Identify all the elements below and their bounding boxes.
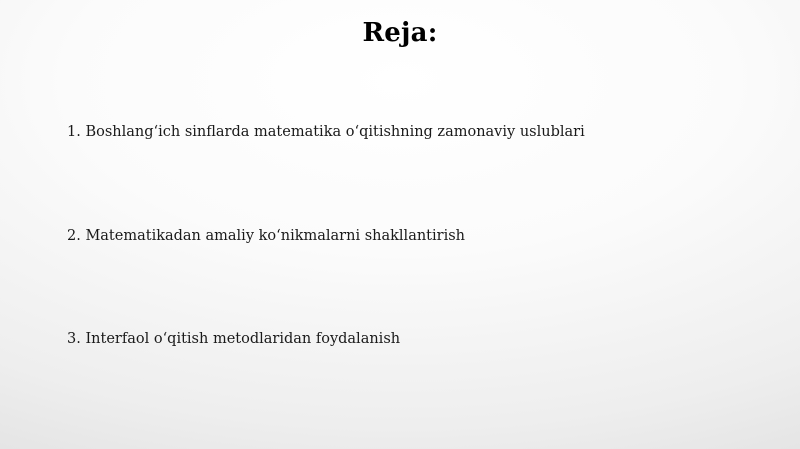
plan-item-3: 3. Interfaol o‘qitish metodlaridan foydalanish [67, 331, 401, 347]
plan-item-1: 1. Boshlang‘ich sinflarda matematika o‘qitishning zamonaviy uslublari [67, 124, 585, 140]
plan-item-2: 2. Matematikadan amaliy ko‘nikmalarni shakllantirish [67, 228, 465, 244]
slide-title: Reja: [362, 18, 438, 48]
